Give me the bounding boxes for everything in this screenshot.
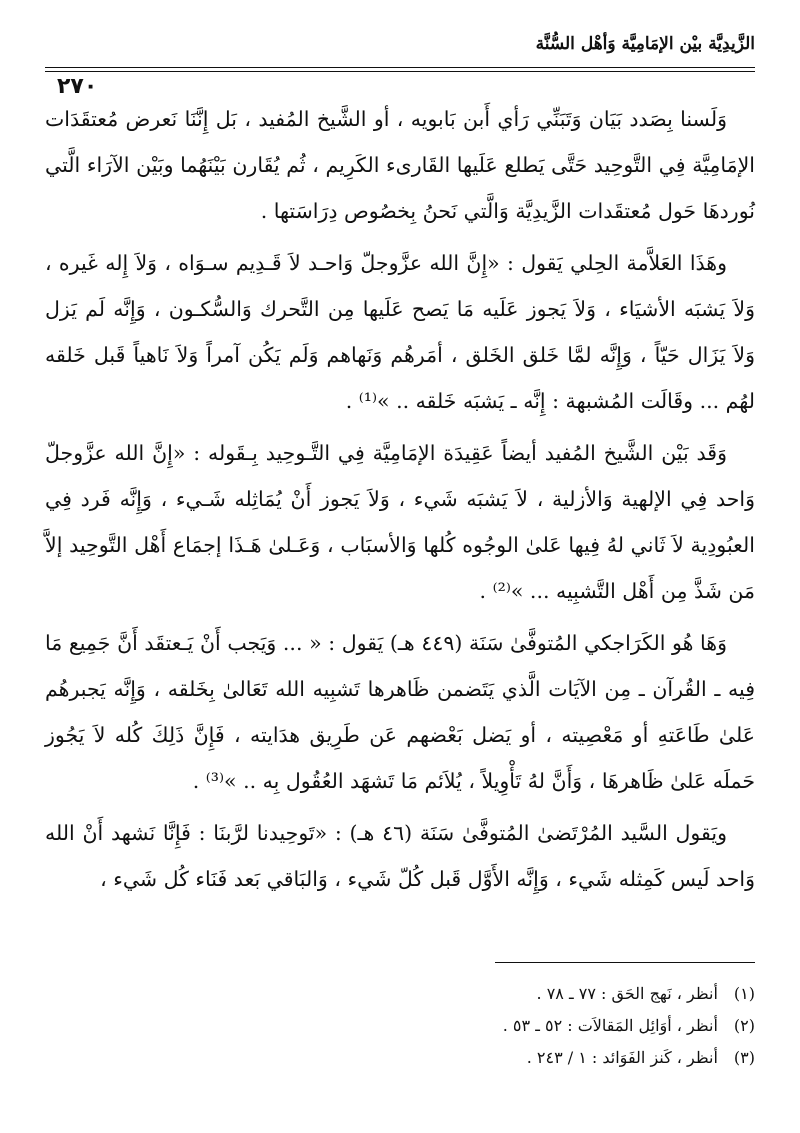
header-title: الزَّيدِيَّة بيْن الإمَامِيَّة وَأهْل السُّنَّة (535, 34, 755, 54)
header-rule (45, 67, 755, 68)
footnote-number: (٢) (733, 1016, 755, 1035)
running-header (45, 28, 755, 99)
paragraph: وَلَسنا بِصَدد بَيَان وَتَبَنِّي رَأي أَبن بَابويه ، أو الشَّيخ المُفيد ، بَل إِنَّنَا نَعرض مُعتقَدَات الإمَامِيَّة فِي التَّوحِيد حَتَّى يَطلع عَلَيها القَارىء الكَرِيم ، ثُم يُقَارن بَيْنَهُما وبَيْن الآرَاء الَّتي نُوردهَا حَول مُعتقَدات الزَّيدِيَّة وَالَّتي نَحنُ بِخصُوص دِرَاسَتها . (45, 107, 755, 223)
footnote-number: (١) (733, 984, 755, 1003)
header-rule-thin (45, 71, 755, 72)
footnote-separator (495, 962, 755, 963)
footnote-item (45, 1042, 755, 1074)
footnotes (45, 978, 755, 1074)
paragraph: وهَذَا العَلاَّمة الحِلي يَقول : «إِنَّ الله عزَّوجلّ وَاحـد لاَ قَـدِيم سـوَاه ، وَلاَ إِله غَيره ، وَلاَ يَشبَه الأشيَاء ، وَلاَ يَجوز عَلَيه مَا يَصح عَلَيها مِن التَّحرك وَالسُّكـون ، وَإِنَّه لَم يَزل وَلاَ يَزَال حَيّاً ، وَإِنَّه لمَّا خَلق الخَلق ، أمَرهُم وَنَهاهم وَلَم يَكُن آمراً وَلاَ نَاهياً قَبل خَلقه لهُم ... وقَالَت المُشبهة : إِنَّه ـ يَشبَه خَلقه .. »⁽¹⁾ . (45, 251, 755, 413)
paragraph: ويَقول السَّيد المُرْتَضىٰ المُتوفَّىٰ سَنَة (٤٦ هـ) : «تَوحِيدنا لرَّبنَا : فَإِنَّا نَشهد أَنْ الله وَاحد لَيس كَمِثله شَيء ، وَإِنَّه الأَوَّل قَبل كُلّ شَيء ، وَالبَاقي بَعد فَنَاء كُل شَيء ، (45, 821, 755, 891)
paragraph: وَهَا هُو الكَرَاجكي المُتوفَّىٰ سَنَة (٤٤٩ هـ) يَقول : « ... وَيَجب أَنْ يَـعتقَد أَنَّ جَمِيع مَا فِيه ـ القُرآن ـ مِن الآيَات الَّذي يَتَضمن ظَاهرها تَشبِيه الله تَعَالىٰ بِخَلقه ، وَإِنَّه يَجبرهُم عَلىٰ طَاعَتهِ أو مَعْصِيته ، أو يَضل بَعْضهم عَن طَرِيق هدَايته ، فَإِنَّ ذَلِكَ كُله لاَ يَجُوز حَملَه عَلىٰ ظَاهرهَا ، وَأَنَّ لهُ تَأْوِيلاً ، يُلاَئم مَا تَشهَد العُقُول بِه .. »⁽³⁾ . (45, 631, 755, 793)
footnote-text: أنظر ، أوَائِل المَقالاَت : ٥٢ ـ ٥٣ . (502, 1016, 718, 1035)
footnote-item (45, 978, 755, 1010)
paragraph: وَقَد بَيْن الشَّيخ المُفيد أيضاً عَقِيدَة الإمَامِيَّة فِي التَّـوحِيد بِـقَوله : «إِنَّ الله عزَّوجلّ وَاحد فِي الإلهية وَالأزلية ، لاَ يَشبَه شَيء ، وَلاَ يَجوز أَنْ يُمَاثِله شَـيء ، وَإِنَّه فَرد فِي العبُودِية لاَ ثَاني لهُ فِيها عَلىٰ الوجُوه كُلها وَالأسبَاب ، وَعَـلىٰ هَـذَا إجمَاع أَهْل التَّوحِيد إلاَّ مَن شَذَّ مِن أَهْل التَّشبِيه ... »⁽²⁾ . (45, 441, 755, 603)
footnote-number: (٣) (733, 1048, 755, 1067)
footnote-item (45, 1010, 755, 1042)
footnote-text: أنظر ، نَهج الحَق : ٧٧ ـ ٧٨ . (536, 984, 718, 1003)
body-text (45, 96, 755, 908)
footnote-text: أنظر ، كَنز الفَوَائد : ١ / ٢٤٣ . (526, 1048, 718, 1067)
page-number: ٢٧٠ (57, 74, 98, 99)
